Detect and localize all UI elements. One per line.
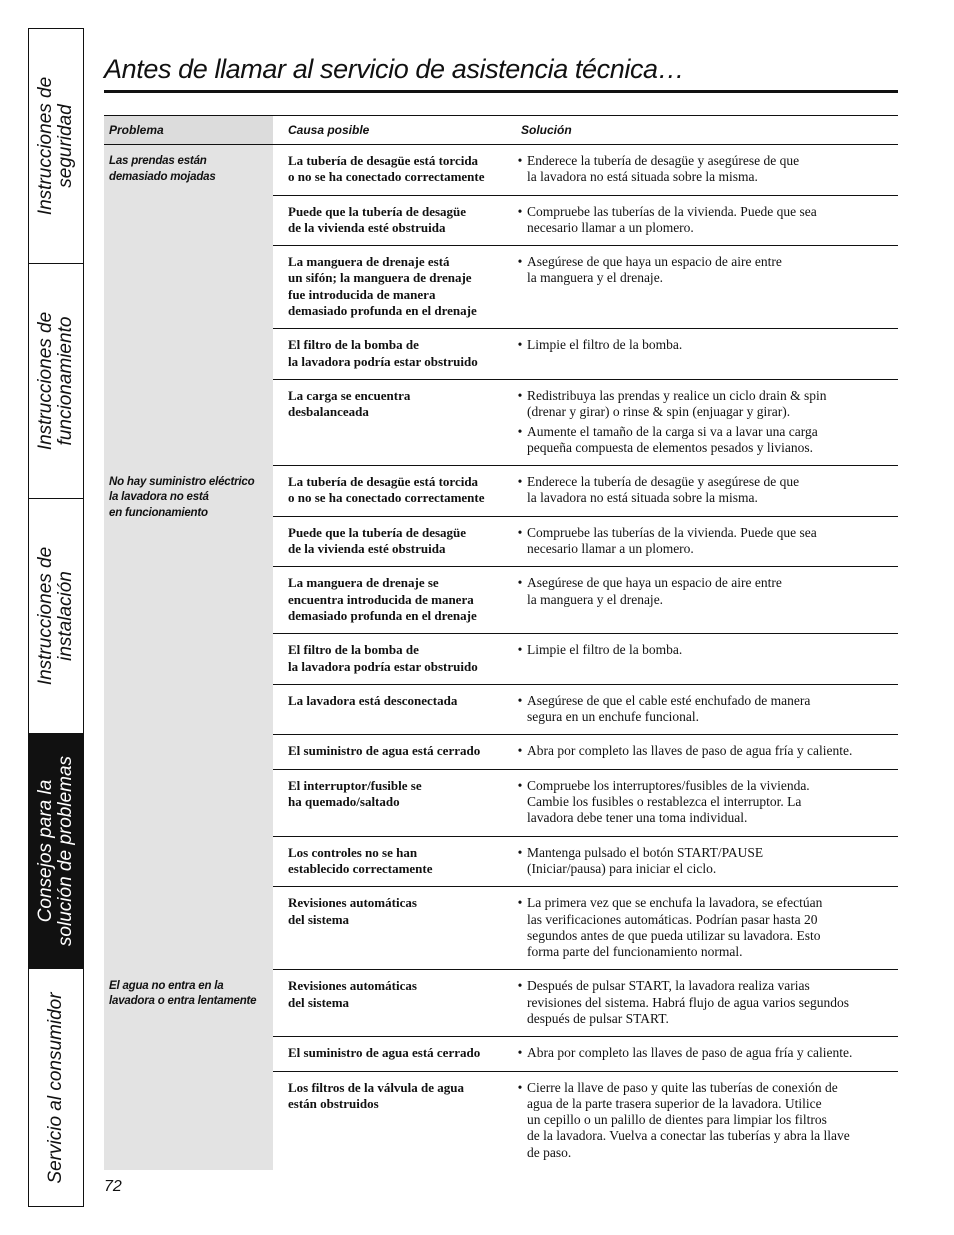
side-tab-label: [36, 547, 76, 685]
solution-line: Cambie los fusibles o restablezca el interruptor. La: [527, 794, 802, 810]
cause-line: del sistema: [288, 994, 350, 1010]
solution-cell: [513, 684, 898, 735]
bullet-icon: •: [517, 692, 523, 708]
cause-line: del sistema: [288, 911, 350, 927]
problem-line: El agua no entra en la: [109, 979, 224, 992]
solution-line: Limpie el filtro de la bomba.: [527, 642, 683, 658]
solution-line: Asegúrese de que haya un espacio de aire entre: [527, 575, 782, 591]
cause-line: La manguera de drenaje está: [288, 254, 450, 270]
title-rule: [104, 90, 898, 93]
troubleshooting-table: [104, 115, 898, 1170]
solution-cell: [513, 735, 898, 769]
problem-cell: [104, 970, 273, 1170]
solution-line: la lavadora no está situada sobre la misma.: [527, 490, 758, 506]
side-tab-1[interactable]: [29, 29, 83, 264]
solution-text: [527, 978, 898, 1027]
table-row: [104, 970, 898, 1037]
bullet-icon: •: [517, 1045, 523, 1061]
solution-text: [527, 743, 898, 759]
solution-item: [513, 693, 898, 726]
solution-line: Enderece la tubería de desagüe y asegúrese de que: [527, 474, 800, 490]
header-problem: Problema: [104, 116, 273, 145]
solution-item: [513, 895, 898, 960]
solution-line: Mantenga pulsado el botón START/PAUSE: [527, 844, 764, 860]
solution-text: [527, 1045, 898, 1061]
bullet-icon: •: [517, 337, 523, 353]
bullet-icon: •: [517, 844, 523, 860]
solution-line: las verificaciones automáticas. Podrían pasar hasta 20: [527, 911, 818, 927]
solution-cell: [513, 1037, 898, 1071]
cause-line: o no se ha conectado correctamente: [288, 169, 485, 185]
cause-line: La tubería de desagüe está torcida: [288, 474, 479, 490]
solution-text: [527, 254, 898, 287]
table-row: [104, 145, 898, 196]
cause-cell: [273, 145, 513, 196]
solution-line: necesario llamar a un plomero.: [527, 219, 694, 235]
header-solution: Solución: [513, 116, 898, 145]
problem-line: lavadora o entra lentamente: [109, 995, 257, 1008]
cause-line: La carga se encuentra: [288, 387, 411, 403]
page-title: Antes de llamar al servicio de asistencia técnica…: [104, 54, 685, 84]
cause-line: Revisiones automáticas: [288, 895, 417, 911]
solution-line: la manguera y el drenaje.: [527, 591, 664, 607]
cause-line: Revisiones automáticas: [288, 978, 417, 994]
cause-line: Puede que la tubería de desagüe: [288, 203, 467, 219]
problem-line: No hay suministro eléctrico: [109, 475, 255, 488]
side-tab-label-line: Instrucciones de: [35, 76, 56, 216]
solution-item: [513, 575, 898, 608]
solution-line: Aumente el tamaño de la carga si va a lavar una carga: [527, 423, 818, 439]
bullet-icon: •: [517, 474, 523, 490]
solution-item: [513, 978, 898, 1027]
cause-line: El suministro de agua está cerrado: [288, 1045, 481, 1061]
side-tab-label: [36, 756, 76, 946]
side-tab-label: [46, 992, 66, 1183]
side-tab-3[interactable]: [29, 499, 83, 734]
cause-line: están obstruidos: [288, 1095, 379, 1111]
solution-text: [527, 424, 898, 457]
solution-line: La primera vez que se enchufa la lavadora, se efectúan: [527, 895, 823, 911]
solution-item: [513, 525, 898, 558]
solution-line: lavadora debe tener una toma individual.: [527, 810, 748, 826]
solution-text: [527, 1080, 898, 1161]
solution-item: [513, 424, 898, 457]
solution-cell: [513, 634, 898, 685]
solution-line: Después de pulsar START, la lavadora realiza varias: [527, 978, 810, 994]
solution-line: Asegúrese de que el cable esté enchufado de manera: [527, 692, 811, 708]
cause-cell: [273, 735, 513, 769]
cause-cell: [273, 684, 513, 735]
cause-line: Puede que la tubería de desagüe: [288, 524, 467, 540]
solution-line: (drenar y girar) o rinse & spin (enjuagar y girar).: [527, 404, 791, 420]
cause-line: ha quemado/saltado: [288, 794, 400, 810]
cause-line: la lavadora podría estar obstruido: [288, 353, 478, 369]
solution-item: [513, 845, 898, 878]
cause-line: la lavadora podría estar obstruido: [288, 658, 478, 674]
solution-item: [513, 1045, 898, 1061]
cause-line: encuentra introducida de manera: [288, 591, 474, 607]
problem-line: en funcionamiento: [109, 506, 208, 519]
bullet-icon: •: [517, 1079, 523, 1095]
side-tab-label-line: instalación: [55, 571, 76, 661]
side-tab-label-line: seguridad: [55, 104, 76, 188]
solution-line: Limpie el filtro de la bomba.: [527, 337, 683, 353]
problem-cell: [104, 466, 273, 970]
cause-line: demasiado profunda en el drenaje: [288, 303, 477, 319]
solution-line: Enderece la tubería de desagüe y asegúrese de que: [527, 153, 800, 168]
cause-line: La lavadora está desconectada: [288, 692, 458, 708]
solution-item: [513, 743, 898, 759]
bullet-icon: •: [517, 743, 523, 759]
problem-line: demasiado mojadas: [109, 170, 216, 183]
side-tab-label-line: funcionamiento: [55, 316, 76, 446]
side-tab-2[interactable]: [29, 264, 83, 499]
solution-text: [527, 525, 898, 558]
solution-line: Compruebe las tuberías de la vivienda. Puede que sea: [527, 203, 817, 219]
cause-cell: [273, 836, 513, 887]
solution-line: Redistribuya las prendas y realice un ciclo drain & spin: [527, 387, 827, 403]
solution-cell: [513, 887, 898, 970]
cause-cell: [273, 516, 513, 567]
solution-line: (Iniciar/pausa) para iniciar el ciclo.: [527, 860, 717, 876]
bullet-icon: •: [517, 203, 523, 219]
cause-line: un sifón; la manguera de drenaje: [288, 270, 472, 286]
side-tab-label-line: Instrucciones de: [35, 546, 56, 686]
solution-item: [513, 337, 898, 353]
solution-text: [527, 642, 898, 658]
side-tab-label-line: solución de problemas: [55, 755, 76, 947]
solution-line: revisiones del sistema. Habrá flujo de agua varios segundos: [527, 994, 850, 1010]
solution-cell: [513, 516, 898, 567]
side-tab-5[interactable]: [29, 969, 83, 1206]
solution-line: de la lavadora. Vuelva a conectar las tuberías y abra la llave: [527, 1128, 850, 1144]
bullet-icon: •: [517, 978, 523, 994]
solution-line: Abra por completo las llaves de paso de agua fría y caliente.: [527, 743, 853, 759]
solution-line: necesario llamar a un plomero.: [527, 541, 694, 557]
cause-line: fue introducida de manera: [288, 286, 436, 302]
problem-cell: [104, 145, 273, 466]
solution-text: [527, 575, 898, 608]
solution-cell: [513, 329, 898, 380]
cause-cell: [273, 379, 513, 465]
cause-line: o no se ha conectado correctamente: [288, 490, 485, 506]
cause-cell: [273, 246, 513, 329]
bullet-icon: •: [517, 642, 523, 658]
solution-line: después de pulsar START.: [527, 1010, 669, 1026]
solution-cell: [513, 195, 898, 246]
solution-item: [513, 153, 898, 186]
bullet-icon: •: [517, 895, 523, 911]
solution-cell: [513, 567, 898, 634]
solution-cell: [513, 769, 898, 836]
solution-item: [513, 642, 898, 658]
cause-cell: [273, 887, 513, 970]
solution-text: [527, 474, 898, 507]
table-header-row: [104, 116, 898, 145]
cause-cell: [273, 329, 513, 380]
solution-line: un cepillo o un palillo de dientes para limpiar los filtros: [527, 1112, 827, 1128]
side-tab-label: [36, 77, 76, 215]
cause-line: establecido correctamente: [288, 860, 433, 876]
solution-line: Asegúrese de que haya un espacio de aire entre: [527, 254, 782, 270]
cause-line: Los filtros de la válvula de agua: [288, 1079, 465, 1095]
cause-line: Los controles no se han: [288, 844, 418, 860]
side-tab-label: [36, 312, 76, 450]
solution-text: [527, 337, 898, 353]
cause-line: de la vivienda esté obstruida: [288, 541, 446, 557]
cause-cell: [273, 769, 513, 836]
cause-line: El filtro de la bomba de: [288, 337, 419, 353]
problem-line: Las prendas están: [109, 155, 207, 167]
side-tab-label-line: Servicio al consumidor: [45, 991, 66, 1184]
side-tab-label-line: Instrucciones de: [35, 311, 56, 451]
solution-text: [527, 845, 898, 878]
cause-cell: [273, 1071, 513, 1170]
bullet-icon: •: [517, 387, 523, 403]
solution-text: [527, 778, 898, 827]
solution-item: [513, 1080, 898, 1161]
solution-cell: [513, 466, 898, 517]
cause-cell: [273, 1037, 513, 1071]
solution-line: pequeña compuesta de elementos pesados y livianos.: [527, 439, 814, 455]
solution-item: [513, 388, 898, 421]
solution-line: agua de la parte trasera superior de la lavadora. Utilice: [527, 1095, 822, 1111]
bullet-icon: •: [517, 153, 523, 168]
problem-line: la lavadora no está: [109, 491, 209, 504]
solution-cell: [513, 836, 898, 887]
cause-cell: [273, 567, 513, 634]
table-row: [104, 466, 898, 517]
cause-line: El suministro de agua está cerrado: [288, 743, 481, 759]
solution-line: forma parte del funcionamiento normal.: [527, 944, 743, 960]
solution-cell: [513, 379, 898, 465]
cause-line: El interruptor/fusible se: [288, 777, 422, 793]
solution-item: [513, 254, 898, 287]
solution-item: [513, 778, 898, 827]
solution-line: Compruebe las tuberías de la vivienda. Puede que sea: [527, 524, 817, 540]
solution-line: de paso.: [527, 1144, 572, 1160]
solution-cell: [513, 145, 898, 196]
bullet-icon: •: [517, 524, 523, 540]
solution-line: Cierre la llave de paso y quite las tuberías de conexión de: [527, 1079, 838, 1095]
page-number: 72: [104, 1178, 122, 1195]
cause-line: desbalanceada: [288, 404, 369, 420]
solution-text: [527, 153, 898, 186]
bullet-icon: •: [517, 777, 523, 793]
solution-text: [527, 204, 898, 237]
solution-line: la manguera y el drenaje.: [527, 270, 664, 286]
solution-item: [513, 204, 898, 237]
cause-cell: [273, 195, 513, 246]
cause-line: demasiado profunda en el drenaje: [288, 607, 477, 623]
header-cause: Causa posible: [273, 116, 513, 145]
bullet-icon: •: [517, 254, 523, 270]
bullet-icon: •: [517, 423, 523, 439]
side-tab-4[interactable]: [29, 734, 83, 969]
bullet-icon: •: [517, 575, 523, 591]
solution-line: la lavadora no está situada sobre la misma.: [527, 169, 758, 185]
solution-cell: [513, 970, 898, 1037]
solution-line: segura en un enchufe funcional.: [527, 709, 700, 725]
cause-line: de la vivienda esté obstruida: [288, 219, 446, 235]
cause-line: La manguera de drenaje se: [288, 575, 439, 591]
solution-cell: [513, 1071, 898, 1170]
solution-text: [527, 895, 898, 960]
cause-cell: [273, 634, 513, 685]
solution-line: Abra por completo las llaves de paso de agua fría y caliente.: [527, 1045, 853, 1061]
cause-cell: [273, 466, 513, 517]
solution-text: [527, 693, 898, 726]
solution-line: segundos antes de que pueda utilizar su lavadora. Esto: [527, 927, 821, 943]
cause-line: La tubería de desagüe está torcida: [288, 153, 479, 168]
cause-line: El filtro de la bomba de: [288, 642, 419, 658]
solution-line: Compruebe los interruptores/fusibles de la vivienda.: [527, 777, 810, 793]
solution-cell: [513, 246, 898, 329]
side-tab-navigation: [28, 28, 84, 1207]
solution-text: [527, 388, 898, 421]
cause-cell: [273, 970, 513, 1037]
side-tab-label-line: Consejos para la: [35, 779, 56, 923]
solution-item: [513, 474, 898, 507]
